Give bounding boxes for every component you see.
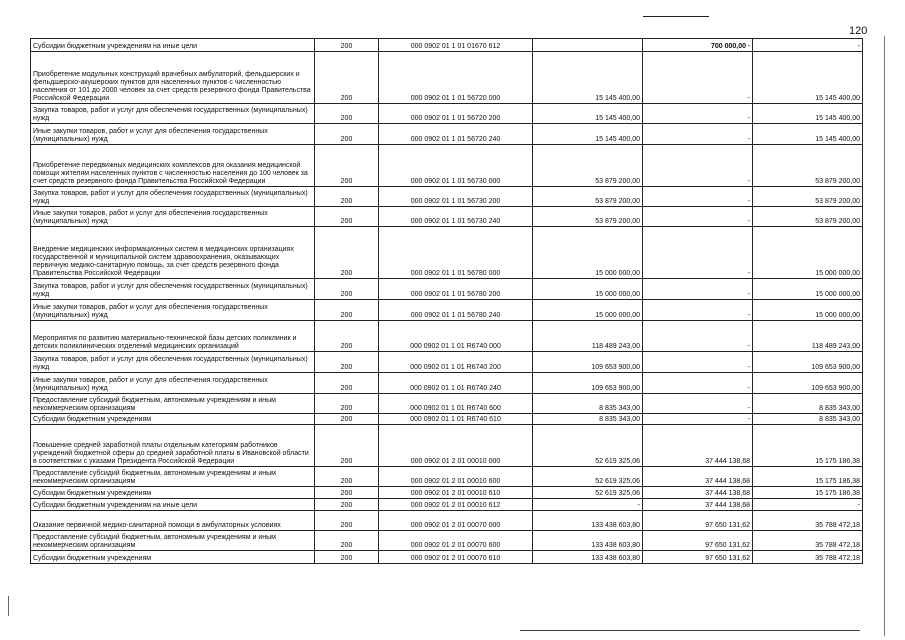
row-group: 200 — [315, 300, 379, 321]
row-group: 200 — [315, 511, 379, 531]
row-group: 200 — [315, 414, 379, 425]
row-name: Предоставление субсидий бюджетным, автономным учреждениям и иным некоммерческим организациям — [31, 467, 315, 487]
row-federal: 97 650 131,62 — [643, 531, 753, 551]
row-federal-dash: - — [747, 43, 750, 50]
row-code: 000 0902 01 2 01 00010 612 — [379, 499, 533, 511]
row-regional: 15 145 400,00 — [753, 104, 863, 124]
row-code: 000 0902 01 2 01 00010 000 — [379, 425, 533, 467]
row-group: 200 — [315, 124, 379, 145]
row-name: Субсидии бюджетным учреждениям — [31, 551, 315, 564]
row-total: 8 835 343,00 — [533, 414, 643, 425]
row-code: 000 0902 01 1 01 56730 200 — [379, 187, 533, 207]
row-name: Повышение средней заработной платы отдельным категориям работников учреждений бюджетной сферы до средней заработной платы в Ивановской области в соответствии с указами Президента Российской Федерации — [31, 425, 315, 467]
row-group: 200 — [315, 145, 379, 187]
row-group: 200 — [315, 52, 379, 104]
row-regional: 35 788 472,18 — [753, 511, 863, 531]
table-row — [31, 124, 863, 145]
row-group: 200 — [315, 227, 379, 279]
row-group: 200 — [315, 187, 379, 207]
row-name: Внедрение медицинских информационных систем в медицинских организациях государственной и муниципальной систем здравоохранения, оказывающих первичную медико-санитарную помощь, за счет средств резервного фонда Правительства Российской Федерации — [31, 227, 315, 279]
row-federal: - — [643, 321, 753, 352]
row-group: 200 — [315, 352, 379, 373]
row-federal: - — [643, 352, 753, 373]
row-total: 8 835 343,00 — [533, 394, 643, 414]
row-code: 000 0902 01 2 01 00070 610 — [379, 551, 533, 564]
row-name: Предоставление субсидий бюджетным, автономным учреждениям и иным некоммерческим организациям — [31, 531, 315, 551]
row-code: 000 0902 01 2 01 00070 600 — [379, 531, 533, 551]
row-regional: 35 788 472,18 — [753, 531, 863, 551]
row-federal: - — [643, 145, 753, 187]
row-regional: 53 879 200,00 — [753, 145, 863, 187]
row-federal: - — [643, 124, 753, 145]
row-group: 200 — [315, 425, 379, 467]
table-row — [31, 531, 863, 551]
row-code: 000 0902 01 1 01 56780 240 — [379, 300, 533, 321]
row-code: 000 0902 01 1 01 R6740 240 — [379, 373, 533, 394]
row-code: 000 0902 01 1 01 56720 000 — [379, 52, 533, 104]
table-row — [31, 227, 863, 279]
row-regional: 53 879 200,00 — [753, 187, 863, 207]
row-group: 200 — [315, 499, 379, 511]
row-regional-value: - — [857, 43, 860, 50]
row-code: 000 0902 01 1 01 01670 612 — [379, 39, 533, 52]
row-federal: - — [643, 394, 753, 414]
row-code: 000 0902 01 1 01 56720 240 — [379, 124, 533, 145]
row-name: Иные закупки товаров, работ и услуг для обеспечения государственных (муниципальных) нужд — [31, 124, 315, 145]
row-federal: 37 444 138,68 — [643, 425, 753, 467]
table-row — [31, 279, 863, 300]
row-federal: - — [643, 300, 753, 321]
table-row — [31, 52, 863, 104]
table-row — [31, 394, 863, 414]
row-group: 200 — [315, 39, 379, 52]
row-regional: 15 145 400,00 — [753, 124, 863, 145]
row-code: 000 0902 01 1 01 56730 240 — [379, 207, 533, 227]
table-row — [31, 187, 863, 207]
row-federal: - — [643, 187, 753, 207]
row-code: 000 0902 01 1 01 R6740 200 — [379, 352, 533, 373]
row-federal: 37 444 138,68 — [643, 499, 753, 511]
row-federal: - — [643, 279, 753, 300]
scan-edge-line — [884, 36, 885, 636]
row-name: Оказание первичной медико-санитарной помощи в амбулаторных условиях — [31, 511, 315, 531]
row-regional: 8 835 343,00 — [753, 414, 863, 425]
row-code: 000 0902 01 2 01 00070 000 — [379, 511, 533, 531]
row-name: Субсидии бюджетным учреждениям на иные цели — [31, 499, 315, 511]
row-regional: 15 000 000,00 — [753, 300, 863, 321]
row-code: 000 0902 01 1 01 56730 000 — [379, 145, 533, 187]
row-name: Субсидии бюджетным учреждениям — [31, 414, 315, 425]
row-name: Предоставление субсидий бюджетным, автономным учреждениям и иным некоммерческим организациям — [31, 394, 315, 414]
table-row — [31, 499, 863, 511]
row-group: 200 — [315, 531, 379, 551]
row-name: Приобретение модульных конструкций врачебных амбулаторий, фельдшерских и фельдшерско-акушерских пунктов для населенных пунктов с численностью населения от 101 до 2000 человек за счет средств резервного фонда Правительства Российской Федерации — [31, 52, 315, 104]
table-row — [31, 373, 863, 394]
row-name: Закупка товаров, работ и услуг для обеспечения государственных (муниципальных) нужд — [31, 104, 315, 124]
row-name: Иные закупки товаров, работ и услуг для обеспечения государственных (муниципальных) нужд — [31, 300, 315, 321]
row-total: 53 879 200,00 — [533, 145, 643, 187]
table-row — [31, 145, 863, 187]
row-federal: - — [643, 414, 753, 425]
row-name: Закупка товаров, работ и услуг для обеспечения государственных (муниципальных) нужд — [31, 279, 315, 300]
row-name: Приобретение передвижных медицинских комплексов для оказания медицинской помощи жителям населенных пунктов с численностью населения до 100 человек за счет средств резервного фонда Правительства Российской Федерации — [31, 145, 315, 187]
row-group: 200 — [315, 467, 379, 487]
row-group: 200 — [315, 551, 379, 564]
row-group: 200 — [315, 394, 379, 414]
page-number: 120 — [849, 25, 868, 37]
row-total: 109 653 900,00 — [533, 373, 643, 394]
row-name: Субсидии бюджетным учреждениям на иные цели — [31, 39, 315, 52]
row-regional: 118 489 243,00 — [753, 321, 863, 352]
row-regional — [711, 39, 863, 52]
row-total: 15 000 000,00 — [533, 300, 643, 321]
table-row — [31, 551, 863, 564]
table-row — [31, 414, 863, 425]
row-total: 15 145 400,00 — [533, 124, 643, 145]
row-name: Иные закупки товаров, работ и услуг для обеспечения государственных (муниципальных) нужд — [31, 373, 315, 394]
table-row — [31, 104, 863, 124]
row-regional: 15 175 186,38 — [753, 487, 863, 499]
row-code: 000 0902 01 2 01 00010 600 — [379, 467, 533, 487]
row-federal: - — [643, 227, 753, 279]
row-total: 52 619 325,06 — [533, 467, 643, 487]
row-total: 133 438 603,80 — [533, 531, 643, 551]
table-row — [31, 487, 863, 499]
row-group: 200 — [315, 104, 379, 124]
row-total: - — [533, 499, 643, 511]
row-code: 000 0902 01 1 01 56780 000 — [379, 227, 533, 279]
row-regional: 15 000 000,00 — [753, 279, 863, 300]
row-total: 109 653 900,00 — [533, 352, 643, 373]
row-group: 200 — [315, 279, 379, 300]
row-regional: 15 000 000,00 — [753, 227, 863, 279]
table-row — [31, 207, 863, 227]
row-federal: - — [643, 373, 753, 394]
row-code: 000 0902 01 1 01 56780 200 — [379, 279, 533, 300]
row-total: 15 000 000,00 — [533, 227, 643, 279]
row-code: 000 0902 01 1 01 R6740 000 — [379, 321, 533, 352]
row-code: 000 0902 01 1 01 56720 200 — [379, 104, 533, 124]
row-name: Закупка товаров, работ и услуг для обеспечения государственных (муниципальных) нужд — [31, 352, 315, 373]
table-row — [31, 39, 863, 52]
table-row — [31, 511, 863, 531]
table-row — [31, 467, 863, 487]
row-federal: 37 444 138,68 — [643, 487, 753, 499]
row-code: 000 0902 01 1 01 R6740 610 — [379, 414, 533, 425]
row-total: 52 619 325,06 — [533, 487, 643, 499]
row-code: 000 0902 01 2 01 00010 610 — [379, 487, 533, 499]
row-group: 200 — [315, 373, 379, 394]
row-regional: 8 835 343,00 — [753, 394, 863, 414]
row-federal-extra: 700 000,00 — [711, 43, 747, 50]
row-total: 133 438 603,80 — [533, 511, 643, 531]
table-row — [31, 425, 863, 467]
row-regional: 15 175 186,38 — [753, 467, 863, 487]
row-total: 15 145 400,00 — [533, 104, 643, 124]
scan-margin-mark — [8, 596, 9, 616]
row-federal: 97 650 131,62 — [643, 511, 753, 531]
row-regional: 53 879 200,00 — [753, 207, 863, 227]
row-total: 118 489 243,00 — [533, 321, 643, 352]
row-total: 53 879 200,00 — [533, 207, 643, 227]
row-total: 15 000 000,00 — [533, 279, 643, 300]
row-name: Иные закупки товаров, работ и услуг для обеспечения государственных (муниципальных) нужд — [31, 207, 315, 227]
table-row — [31, 352, 863, 373]
row-total: 52 619 325,06 — [533, 425, 643, 467]
table-row — [31, 321, 863, 352]
row-federal: - — [643, 104, 753, 124]
row-total: 15 145 400,00 — [533, 52, 643, 104]
row-group: 200 — [315, 207, 379, 227]
row-group: 200 — [315, 487, 379, 499]
row-total — [533, 39, 643, 52]
row-federal: 97 650 131,62 — [643, 551, 753, 564]
row-regional: 109 653 900,00 — [753, 352, 863, 373]
row-code: 000 0902 01 1 01 R6740 600 — [379, 394, 533, 414]
row-regional: 35 788 472,18 — [753, 551, 863, 564]
row-total: 53 879 200,00 — [533, 187, 643, 207]
budget-table — [30, 38, 863, 564]
row-federal: - — [643, 52, 753, 104]
row-total: 133 438 603,80 — [533, 551, 643, 564]
row-regional: 109 653 900,00 — [753, 373, 863, 394]
row-federal: - — [643, 207, 753, 227]
row-group: 200 — [315, 321, 379, 352]
table-row — [31, 300, 863, 321]
row-regional: - — [753, 499, 863, 511]
row-name: Закупка товаров, работ и услуг для обеспечения государственных (муниципальных) нужд — [31, 187, 315, 207]
row-name: Мероприятия по развитию материально-технической базы детских поликлиник и детских поликлинических отделений медицинских организаций — [31, 321, 315, 352]
row-name: Субсидии бюджетным учреждениям — [31, 487, 315, 499]
bottom-rule — [520, 630, 860, 631]
row-regional: 15 145 400,00 — [753, 52, 863, 104]
row-federal: 37 444 138,68 — [643, 467, 753, 487]
top-rule — [643, 16, 709, 17]
row-regional: 15 175 186,38 — [753, 425, 863, 467]
